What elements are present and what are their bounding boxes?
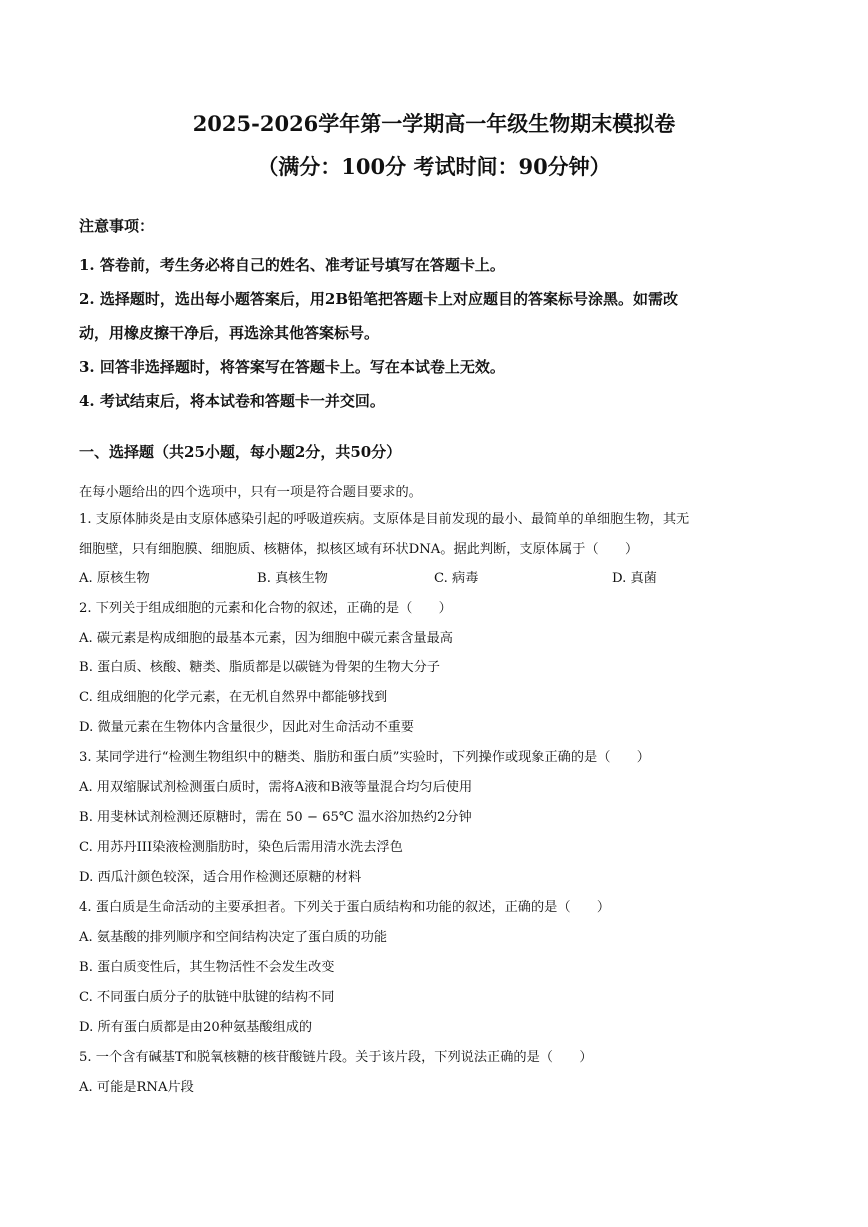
notice-item-2-line-1: 2. 选择题时，选出每小题答案后，用2B铅笔把答题卡上对应题目的答案标号涂黑。如需改: [79, 290, 679, 308]
q1-option-a: A. 原核生物: [79, 571, 150, 586]
q3-option-d: D. 西瓜汁颜色较深，适合用作检测还原糖的材料: [79, 870, 362, 885]
q3-stem: 3. 某同学进行“检测生物组织中的糖类、脂肪和蛋白质”实验时，下列操作或现象正确的是（ ）: [79, 750, 650, 765]
q1-option-c: C. 病毒: [434, 571, 479, 586]
notice-item-2-line-2: 动，用橡皮擦干净后，再选涂其他答案标号。: [79, 324, 380, 342]
q2-option-b: B. 蛋白质、核酸、糖类、脂质都是以碳链为骨架的生物大分子: [79, 660, 440, 675]
notice-heading: 注意事项：: [79, 217, 155, 235]
q1-option-d: D. 真菌: [612, 571, 657, 586]
q3-option-a: A. 用双缩脲试剂检测蛋白质时，需将A液和B液等量混合均匀后使用: [79, 780, 473, 795]
q4-option-a: A. 氨基酸的排列顺序和空间结构决定了蛋白质的功能: [79, 930, 388, 945]
q1-stem-line-2: 细胞壁，只有细胞膜、细胞质、核糖体，拟核区域有环状DNA。据此判断，支原体属于（ ）: [79, 542, 639, 557]
q1-stem-line-1: 1. 支原体肺炎是由支原体感染引起的呼吸道疾病。支原体是目前发现的最小、最简单的单细胞生物，其无: [79, 512, 690, 527]
q4-stem: 4. 蛋白质是生命活动的主要承担者。下列关于蛋白质结构和功能的叙述，正确的是（ ）: [79, 900, 611, 915]
q4-option-d: D. 所有蛋白质都是由20种氨基酸组成的: [79, 1020, 313, 1035]
q2-option-a: A. 碳元素是构成细胞的最基本元素，因为细胞中碳元素含量最高: [79, 631, 453, 646]
notice-item-3: 3. 回答非选择题时，将答案写在答题卡上。写在本试卷上无效。: [79, 358, 505, 376]
q3-option-c: C. 用苏丹III染液检测脂肪时，染色后需用清水洗去浮色: [79, 840, 403, 855]
q4-option-b: B. 蛋白质变性后，其生物活性不会发生改变: [79, 960, 335, 975]
q2-option-c: C. 组成细胞的化学元素，在无机自然界中都能够找到: [79, 690, 388, 705]
section-heading: 一、选择题（共25小题，每小题2分，共50分）: [79, 443, 402, 461]
q2-option-d: D. 微量元素在生物体内含量很少，因此对生命活动不重要: [79, 720, 414, 735]
notice-item-4: 4. 考试结束后，将本试卷和答题卡一并交回。: [79, 392, 385, 410]
section-instruction: 在每小题给出的四个选项中，只有一项是符合题目要求的。: [79, 485, 422, 500]
q5-stem: 5. 一个含有碱基T和脱氧核糖的核苷酸链片段。关于该片段，下列说法正确的是（ ）: [79, 1050, 593, 1065]
q2-stem: 2. 下列关于组成细胞的元素和化合物的叙述，正确的是（ ）: [79, 601, 452, 616]
page-subtitle: （满分：100分 考试时间：90分钟）: [257, 154, 611, 179]
q5-option-a: A. 可能是RNA片段: [79, 1080, 194, 1095]
q1-option-b: B. 真核生物: [257, 571, 328, 586]
q1-options: [79, 567, 779, 587]
page-title: 2025-2026学年第一学期高一年级生物期末模拟卷: [192, 111, 676, 136]
q4-option-c: C. 不同蛋白质分子的肽链中肽键的结构不同: [79, 990, 335, 1005]
notice-item-1: 1. 答卷前，考生务必将自己的姓名、准考证号填写在答题卡上。: [79, 256, 505, 274]
q3-option-b: B. 用斐林试剂检测还原糖时，需在 50 − 65℃ 温水浴加热约2分钟: [79, 810, 472, 825]
